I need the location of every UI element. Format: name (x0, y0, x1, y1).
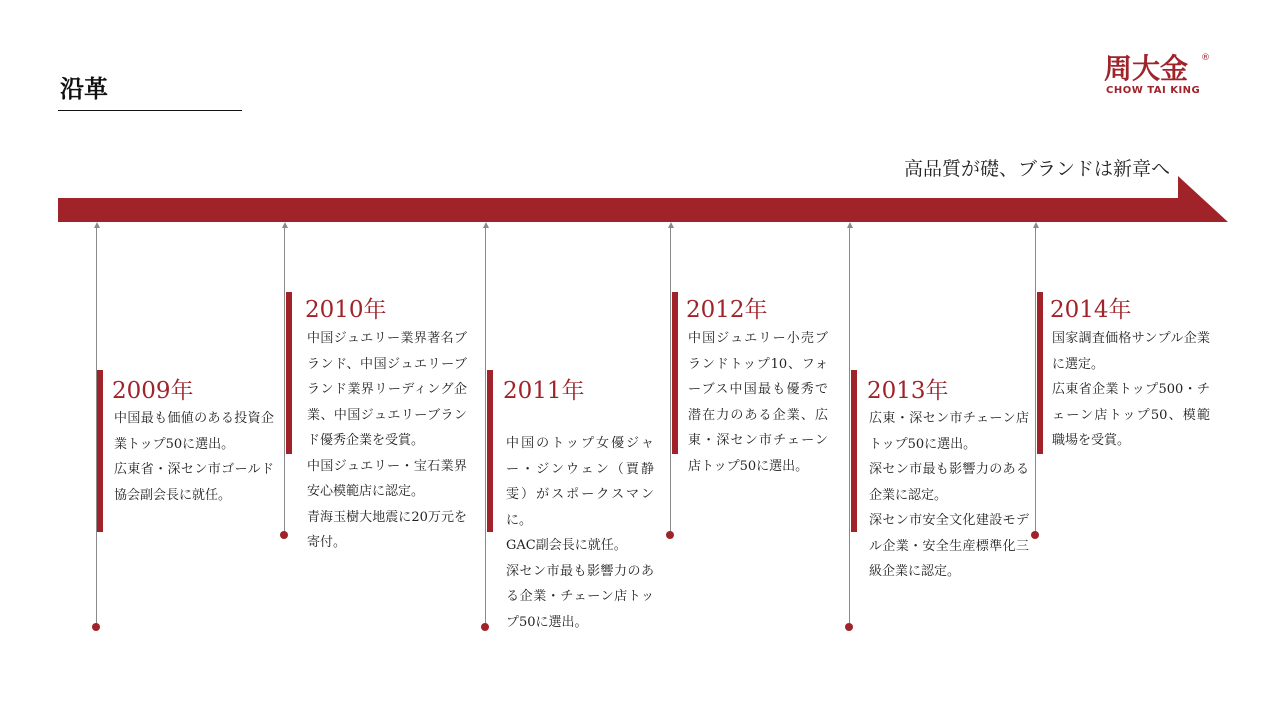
marker-line (1035, 226, 1036, 532)
entry-text (869, 406, 1029, 585)
entry-item: 中国ジュエリー・宝石業界安心模範店に認定。 (307, 458, 467, 499)
accent-bar (97, 370, 103, 532)
logo-wordmark: 周大金 (1104, 52, 1189, 85)
marker-arrow-icon (282, 222, 288, 228)
entry-item: 中国ジュエリー小売ブランドトップ10、フォーブス中国最も優秀で潜在力のある企業、広東・深セン市チェーン店トップ50に選出。 (688, 331, 828, 474)
brand-logo (1100, 52, 1212, 100)
marker-dot (92, 623, 100, 631)
entry-item: 中国最も価値のある投資企業トップ50に選出。 (114, 411, 274, 452)
marker-dot (481, 623, 489, 631)
accent-bar (851, 370, 857, 532)
entry-text (307, 326, 467, 556)
marker-line (485, 226, 486, 624)
marker-arrow-icon (483, 222, 489, 228)
slogan: 高品質が礎、ブランドは新章へ (904, 158, 1171, 180)
marker-dot (666, 531, 674, 539)
entry-item: 中国のトップ女優ジャー・ジンウェン（賈静雯）がスポークスマンに。 (506, 436, 654, 528)
year-label: 2014年 (1050, 297, 1132, 323)
registered-mark: ® (1201, 53, 1210, 63)
entry-text (506, 431, 654, 635)
entry-item: 深セン市最も影響力のある企業・チェーン店トップ50に選出。 (506, 563, 654, 630)
entry-item: 青海玉樹大地震に20万元を寄付。 (307, 509, 467, 550)
marker-arrow-icon (1033, 222, 1039, 228)
logo-english-name: CHOW TAI KING (1106, 85, 1201, 96)
entry-text (688, 326, 828, 479)
accent-bar (672, 292, 678, 454)
entry-item: GAC副会長に就任。 (506, 538, 627, 553)
marker-dot (1031, 531, 1039, 539)
entry-item: 中国ジュエリー業界著名ブランド、中国ジュエリーブランド業界リーディング企業、中国ジュエリーブランド優秀企業を受賞。 (307, 331, 467, 448)
marker-dot (845, 623, 853, 631)
marker-line (849, 226, 850, 624)
marker-arrow-icon (668, 222, 674, 228)
entry-item: 深セン市最も影響力のある企業に認定。 (869, 462, 1029, 503)
entry-text (1052, 326, 1210, 454)
title-underline (58, 110, 242, 111)
timeline-arrow (58, 176, 1228, 226)
year-label: 2009年 (112, 378, 194, 404)
entry-item: 広東省企業トップ500・チェーン店トップ50、模範職場を受賞。 (1052, 382, 1210, 448)
marker-dot (280, 531, 288, 539)
entry-item: 広東・深セン市チェーン店トップ50に選出。 (869, 411, 1029, 452)
year-label: 2010年 (305, 297, 387, 323)
page-title: 沿革 (60, 75, 108, 103)
marker-arrow-icon (847, 222, 853, 228)
marker-line (670, 226, 671, 532)
entry-item: 広東省・深セン市ゴールド協会副会長に就任。 (114, 462, 274, 503)
entry-item: 国家調査価格サンプル企業に選定。 (1052, 331, 1210, 372)
accent-bar (487, 370, 493, 532)
marker-line (284, 226, 285, 532)
year-label: 2012年 (686, 297, 768, 323)
timeline-arrow-shape (58, 176, 1228, 222)
year-label: 2011年 (503, 378, 585, 404)
year-label: 2013年 (867, 378, 949, 404)
entry-item: 深セン市安全文化建設モデル企業・安全生産標準化三級企業に認定。 (869, 513, 1029, 579)
accent-bar (286, 292, 292, 454)
marker-arrow-icon (94, 222, 100, 228)
accent-bar (1037, 292, 1043, 454)
entry-text (114, 406, 274, 508)
